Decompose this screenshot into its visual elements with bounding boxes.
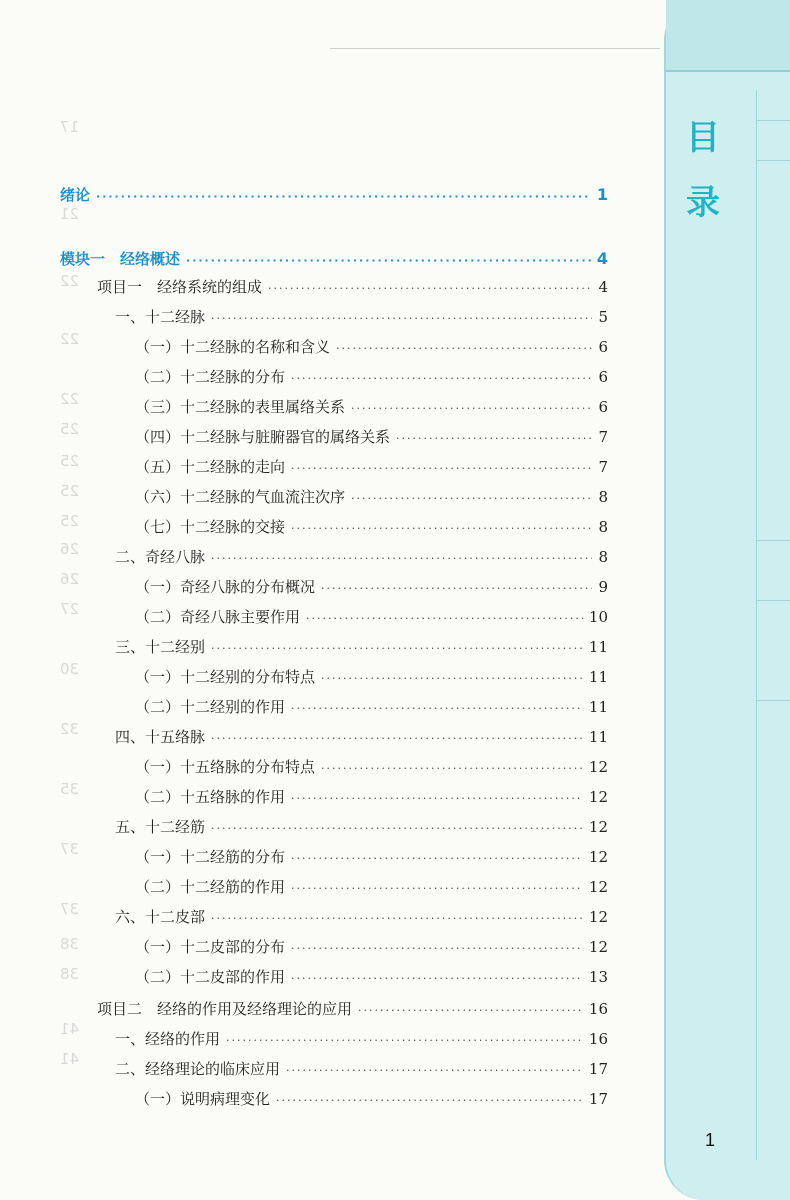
toc-entry-title: 四、十五络脉 [115, 728, 206, 746]
toc-entry-page: 5 [598, 308, 608, 326]
toc-entry-page: 12 [588, 758, 608, 776]
toc-entry[interactable] [135, 392, 608, 422]
toc-entry-page: 17 [588, 1090, 608, 1108]
toc-entry[interactable] [135, 872, 608, 902]
leader-dots [226, 1026, 583, 1056]
tab-rule [756, 700, 790, 701]
toc-entry-title: 三、十二经别 [115, 638, 206, 656]
toc-entry[interactable] [115, 722, 608, 752]
toc-entry-title: 一、经络的作用 [115, 1030, 221, 1048]
toc-entry-page: 11 [588, 728, 608, 746]
toc-entry-title: 项目一 经络系统的组成 [97, 278, 263, 296]
toc-entry[interactable] [115, 902, 608, 932]
toc-entry-page: 11 [588, 638, 608, 656]
side-tab-header [666, 0, 790, 72]
leader-dots [291, 964, 583, 994]
leader-dots [291, 514, 592, 544]
toc-entry-title: （二）十二皮部的作用 [135, 968, 286, 986]
toc-entry-page: 16 [588, 1000, 608, 1018]
toc-entry-page: 12 [588, 818, 608, 836]
toc-entry-title: （二）十五络脉的作用 [135, 788, 286, 806]
toc-entry[interactable] [115, 812, 608, 842]
toc-entry[interactable] [135, 752, 608, 782]
toc-entry[interactable] [115, 1054, 608, 1084]
toc-entry[interactable] [135, 692, 608, 722]
toc-entry-title: （一）奇经八脉的分布概况 [135, 578, 316, 596]
toc-entry-module-1[interactable] [60, 244, 608, 274]
toc-entry-title: （七）十二经脉的交接 [135, 518, 286, 536]
toc-page: 17 21 22 22 22 25 25 25 25 26 26 27 30 32 35 37 37 38 38 41 41 目 录 绪论 ····· 1 模块一 经络概述 ····· 4 项目一 经络系统的组成 ····· 4 一、十二经脉 ····· 5 （一）十二经脉的名称和含义 ····· 6 （二）十二经脉的分布 ····· 6 （三）十二经脉的表里属络关系 ····· 6 （四）十二经脉与脏腑器官的属络关系 ····· 7 （五）十二经脉的走向 ····· 7 （六）十二经脉的气血流注次序 ····· 8 （七）十二经脉的交接 ····· 8 二、奇经八脉 ····· 8 （一）奇经八脉的分布概况 ····· 9 （二）奇经八脉主要作用 ····· 10 三、十二经别 ····· 11 （一）十二经别的分布特点 ····· 11 （二）十二经别的作用 ····· 11 四、十五络脉 ····· 11 （一）十五络脉的分布特点 ····· 12 （二）十五络脉的作用 ····· 12 五、十二经筋 ····· 12 （一）十二经筋的分布 ····· 12 （二）十二经筋的作用 ····· 12 六、十二皮部 ····· 12 （一）十二皮部的分布 ····· 12 （二）十二皮部的作用 ····· 13 项目二 经络的作用及经络理论的应用 ····· 16 一、经络的作用 ····· 16 二、经络理论的临床应用 ····· 17 （一）说明病理变化 ····· 17 1 [0, 0, 790, 1200]
leader-dots [291, 364, 592, 394]
toc-entry-title: （五）十二经脉的走向 [135, 458, 286, 476]
toc-entry[interactable] [135, 332, 608, 362]
toc-heading-char: 录 [686, 183, 720, 223]
toc-entry[interactable] [135, 662, 608, 692]
toc-entry[interactable] [115, 632, 608, 662]
toc-entry-title: （二）十二经别的作用 [135, 698, 286, 716]
toc-entry[interactable] [135, 1084, 608, 1114]
toc-entry-title: （一）十二经脉的名称和含义 [135, 338, 331, 356]
tab-rule [756, 120, 790, 121]
leader-dots [268, 274, 592, 304]
leader-dots [321, 664, 583, 694]
toc-entry[interactable] [135, 842, 608, 872]
toc-entry-title: （二）十二经脉的分布 [135, 368, 286, 386]
toc-entry-page: 12 [588, 908, 608, 926]
toc-entry[interactable] [135, 362, 608, 392]
toc-entry-page: 10 [588, 608, 608, 626]
toc-entry-page: 7 [598, 458, 608, 476]
toc-entry-page: 4 [596, 249, 608, 268]
leader-dots [291, 784, 583, 814]
toc-entry-page: 9 [598, 578, 608, 596]
toc-entry-page: 16 [588, 1030, 608, 1048]
toc-entry-title: 一、十二经脉 [115, 308, 206, 326]
leader-dots [291, 694, 583, 724]
tab-rule [756, 160, 790, 161]
leader-dots [211, 634, 583, 664]
toc-entry[interactable] [135, 422, 608, 452]
leader-dots [291, 454, 592, 484]
toc-entry[interactable] [135, 932, 608, 962]
toc-entry[interactable] [135, 482, 608, 512]
toc-entry[interactable] [115, 542, 608, 572]
tab-rule [756, 90, 757, 1160]
toc-entry-title: （一）十二经筋的分布 [135, 848, 286, 866]
toc-entry-intro[interactable] [60, 180, 608, 210]
toc-entry-title: 二、奇经八脉 [115, 548, 206, 566]
leader-dots [211, 724, 583, 754]
leader-dots [276, 1086, 583, 1116]
toc-entry[interactable] [135, 452, 608, 482]
toc-entry-page: 8 [598, 518, 608, 536]
toc-entry[interactable] [135, 962, 608, 992]
tab-rule [756, 600, 790, 601]
toc-entry-page: 4 [598, 278, 608, 296]
toc-entry[interactable] [135, 572, 608, 602]
toc-entry[interactable] [135, 602, 608, 632]
toc-entry[interactable] [115, 1024, 608, 1054]
toc-entry-page: 12 [588, 878, 608, 896]
toc-entry-page: 7 [598, 428, 608, 446]
toc-entry[interactable] [115, 302, 608, 332]
leader-dots [321, 754, 583, 784]
toc-entry-title: 二、经络理论的临床应用 [115, 1060, 281, 1078]
toc-entry-title: 五、十二经筋 [115, 818, 206, 836]
toc-entry-title: （三）十二经脉的表里属络关系 [135, 398, 346, 416]
toc-entry-page: 17 [588, 1060, 608, 1078]
toc-entry-title: （四）十二经脉与脏腑器官的属络关系 [135, 428, 391, 446]
toc-entry-title: （二）十二经筋的作用 [135, 878, 286, 896]
toc-entry-page: 8 [598, 488, 608, 506]
toc-entry-page: 1 [596, 185, 608, 204]
toc-entry-page: 12 [588, 938, 608, 956]
toc-entry-page: 12 [588, 788, 608, 806]
toc-entry-title: 项目二 经络的作用及经络理论的应用 [97, 1000, 353, 1018]
toc-entry-title: （一）说明病理变化 [135, 1090, 271, 1108]
leader-dots [306, 604, 583, 634]
page-number: 1 [705, 1130, 716, 1150]
toc-entry-title: 模块一 经络概述 [60, 250, 181, 268]
toc-entry-title: 六、十二皮部 [115, 908, 206, 926]
toc-entry-page: 13 [588, 968, 608, 986]
leader-dots [211, 904, 583, 934]
toc-entry-title: 绪论 [60, 186, 91, 204]
toc-entry-page: 12 [588, 848, 608, 866]
leader-dots [351, 394, 592, 424]
toc-entry[interactable] [97, 994, 608, 1024]
leader-dots [211, 304, 592, 334]
leader-dots [286, 1056, 583, 1086]
toc-entry-page: 11 [588, 668, 608, 686]
leader-dots [211, 814, 583, 844]
toc-entry-title: （一）十二经别的分布特点 [135, 668, 316, 686]
toc-entry-page: 6 [598, 338, 608, 356]
leader-dots [291, 844, 583, 874]
toc-entry-page: 6 [598, 368, 608, 386]
toc-entry[interactable] [97, 272, 608, 302]
toc-entry-title: （二）奇经八脉主要作用 [135, 608, 301, 626]
toc-heading-char: 目 [686, 118, 720, 158]
toc-entry[interactable] [135, 512, 608, 542]
toc-entry-title: （一）十二皮部的分布 [135, 938, 286, 956]
toc-entry[interactable] [135, 782, 608, 812]
leader-dots [336, 334, 592, 364]
leader-dots [351, 484, 592, 514]
leader-dots [96, 182, 591, 212]
toc-entry-page: 6 [598, 398, 608, 416]
tab-rule [756, 540, 790, 541]
leader-dots [358, 996, 583, 1026]
leader-dots [396, 424, 592, 454]
toc-entry-title: （一）十五络脉的分布特点 [135, 758, 316, 776]
leader-dots [291, 874, 583, 904]
toc-entry-page: 8 [598, 548, 608, 566]
leader-dots [321, 574, 592, 604]
leader-dots [291, 934, 583, 964]
toc-entry-title: （六）十二经脉的气血流注次序 [135, 488, 346, 506]
leader-dots [211, 544, 592, 574]
toc-entry-page: 11 [588, 698, 608, 716]
